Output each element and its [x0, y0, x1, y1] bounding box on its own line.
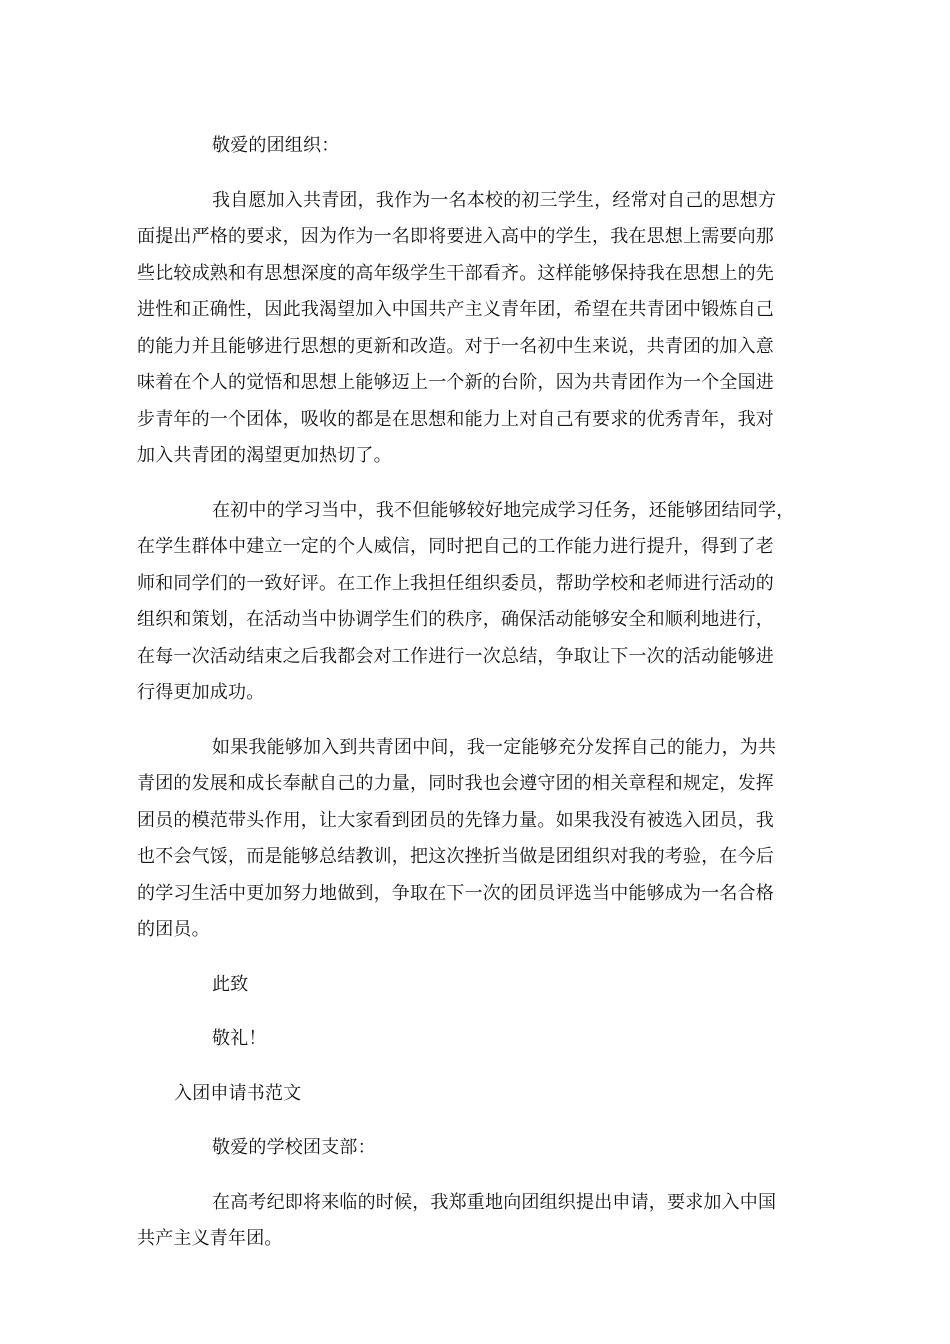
paragraph-line: 面提出严格的要求，因为作为一名即将要进入高中的学生，我在思想上需要向那: [137, 226, 774, 247]
paragraph-line: 也不会气馁，而是能够总结教训，把这次挫折当做是团组织对我的考验，在今后: [137, 846, 774, 867]
paragraph-line: 我自愿加入共青团，我作为一名本校的初三学生，经常对自己的思想方: [212, 189, 777, 211]
paragraph-line: 在学生群体中建立一定的个人威信，同时把自己的工作能力进行提升，得到了老: [137, 536, 774, 557]
spacer: [137, 475, 817, 493]
paragraph-line: 团员的模范带头作用，让大家看到团员的先锋力量。如果我没有被选入团员，我: [137, 809, 774, 831]
paragraph-line: 共产主义青年团。: [137, 1228, 283, 1249]
spacer: [137, 949, 817, 967]
paragraph-line: 如果我能够加入到共青团中间，我一定能够充分发挥自己的能力，为共: [212, 736, 777, 758]
spacer: [137, 1167, 817, 1185]
paragraph-4: [137, 1185, 817, 1258]
closing-2: 敬礼！: [212, 1028, 267, 1049]
paragraph-line: 加入共青团的渴望更加热切了。: [137, 445, 392, 466]
paragraph-line: 在高考纪即将来临的时候，我郑重地向团组织提出申请，要求加入中国: [212, 1191, 777, 1213]
closing-1: 此致: [212, 973, 249, 995]
document-body: [137, 128, 817, 1258]
paragraph-line: 些比较成熟和有思想深度的高年级学生干部看齐。这样能够保持我在思想上的先: [137, 262, 774, 284]
paragraph-line: 在初中的学习当中，我不但能够较好地完成学习任务，还能够团结同学，: [212, 499, 795, 521]
paragraph-1: [137, 183, 817, 475]
salutation-2: 敬爱的学校团支部：: [212, 1137, 376, 1158]
paragraph-line: 组织和策划，在活动当中协调学生们的秩序，确保活动能够安全和顺利地进行，: [137, 609, 774, 630]
paragraph-3: [137, 730, 817, 949]
paragraph-line: 步青年的一个团体，吸收的都是在思想和能力上对自己有要求的优秀青年，我对: [137, 408, 774, 430]
spacer: [137, 1003, 817, 1021]
salutation-1: 敬爱的团组织：: [212, 135, 340, 156]
spacer: [137, 712, 817, 730]
paragraph-line: 行得更加成功。: [137, 682, 265, 703]
paragraph-line: 的能力并且能够进行思想的更新和改造。对于一名初中生来说，共青团的加入意: [137, 335, 774, 357]
paragraph-line: 在每一次活动结束之后我都会对工作进行一次总结，争取让下一次的活动能够进: [137, 645, 774, 667]
section-title: 入团申请书范文: [174, 1082, 302, 1104]
paragraph-line: 的学习生活中更加努力地做到，争取在下一次的团员评选当中能够成为一名合格: [137, 882, 774, 904]
paragraph-line: 进性和正确性，因此我渴望加入中国共产主义青年团，希望在共青团中锻炼自己: [137, 299, 774, 320]
paragraph-line: 味着在个人的觉悟和思想上能够迈上一个新的台阶，因为共青团作为一个全国进: [137, 372, 774, 393]
spacer: [137, 1112, 817, 1130]
spacer: [137, 1058, 817, 1076]
paragraph-2: [137, 493, 817, 712]
paragraph-line: 青团的发展和成长奉献自己的力量，同时我也会遵守团的相关章程和规定，发挥: [137, 773, 774, 794]
paragraph-line: 的团员。: [137, 919, 210, 940]
spacer: [137, 165, 817, 183]
paragraph-line: 师和同学们的一致好评。在工作上我担任组织委员，帮助学校和老师进行活动的: [137, 572, 774, 594]
